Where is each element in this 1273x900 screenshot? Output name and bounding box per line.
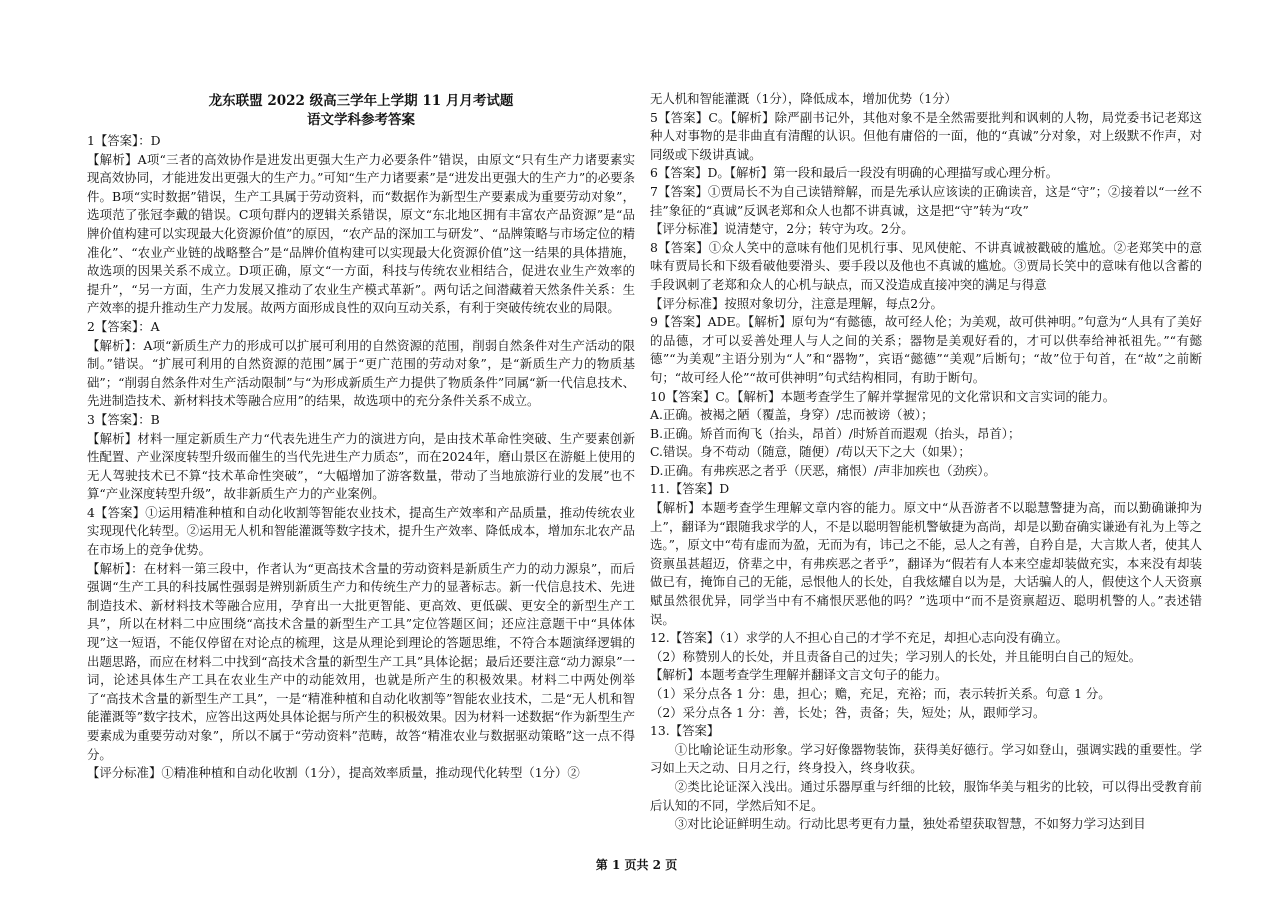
answer-6: 6【答案】D。【解析】第一段和最后一段没有明确的心理描写或心理分析。 — [650, 165, 1059, 181]
answer-5: 5【答案】C。【解析】除严副书记外，其他对象不是全然需要批判和讽刺的人物，局党委书记老郑这种人对事物的是非曲直有清醒的认识。但他有庸俗的一面，他的“真诚”分对象，对上级默不作声，对同级或下级讲真诚。 — [650, 109, 1202, 162]
answer-13-point-2: ②类比论证深入浅出。通过乐器厚重与纤细的比较，服饰华美与粗劣的比较，可以得出受教育前后认知的不同，学然后知不足。 — [650, 778, 1202, 813]
answer-13-point-1: ①比喻论证生动形象。学习好像器物装饰，获得美好德行。学习如登山，强调实践的重要性。学习如上天之动、日月之行，终身投入，终身收获。 — [650, 741, 1202, 776]
answer-10-option-a: A.正确。被褐之陋（覆盖，身穿）/忠而被谤（被）； — [650, 407, 934, 423]
answer-4-scoring: 【评分标准】①精准种植和自动化收割（1分），提高效率质量，推动现代化转型（1分）② — [87, 765, 580, 781]
answer-1-analysis: 【解析】A项“三者的高效协作是进发出更强大生产力必要条件”错误，由原文“只有生产力诸要素实现高效协同，才能进发出更强大的生产力。”可知“生产力诸要素”是“进发出更强大的生产力”的必要条件。B项“实时数据”错误，生产工具属于劳动资料，而“数据作为新型生产要素成为重要劳动对象”，选项范了张冠李戴的错误。C项句群内的逻辑关系错误，原文“东北地区拥有丰富农产品资源”是“品牌价值构建可以实现最大化资源价值”的原因，“农产品的深加工与研发”、“品牌策略与市场定位的精准化”、“农业产业链的战略整合”是“品牌价值构建可以实现最大化资源价值”这一结果的具体措施，故选项的因果关系不成立。D项正确，原文“一方面，科技与传统农业相结合，促进农业生产效率的提升”，“另一方面，生产力发展又推动了农业生产模式革新”。两句话之间潜藏着天然条件关系：生产效率的提升推动生产力发展。故两方面形成良性的双向互动关系，有利于突破传统农业的局限。 — [87, 151, 635, 316]
answer-13-point-3: ③对比论证鲜明生动。行动比思考更有力量，独处希望获取智慧，不如努力学习达到目 — [674, 816, 1146, 832]
document-subtitle: 语文学科参考答案 — [307, 112, 415, 128]
answer-10: 10【答案】C。【解析】本题考查学生了解并掌握常见的文化常识和文言实词的能力。 — [650, 388, 1116, 404]
answer-13-heading: 13.【答案】 — [650, 723, 720, 739]
answer-12-scoring-2: （2）采分点各 1 分：善，长处；咎，责备；失，短处；从，跟师学习。 — [650, 704, 1046, 720]
answer-8-scoring: 【评分标准】按照对象切分，注意是理解，每点2分。 — [650, 295, 943, 311]
right-column — [650, 90, 1202, 834]
answer-10-option-d: D.正确。有弗疾恶之者乎（厌恶，痛恨）/声非加疾也（劲疾）。 — [650, 462, 996, 478]
answer-10-option-c: C.错误。身不苟动（随意，随便）/苟以天下之大（如果）； — [650, 444, 971, 460]
document-title: 龙东联盟 2022 级高三学年上学期 11 月月考试题 — [208, 93, 514, 109]
left-column — [87, 92, 635, 783]
answer-2-analysis: 【解析】：A项“新质生产力的形成可以扩展可利用的自然资源的范围，削弱自然条件对生产活动的限制。”错误。“扩展可利用的自然资源的范围”属于“更广范围的劳动对象”，是“新质生产力的物质基础”；“削弱自然条件对生产活动限制”与“为形成新质生产力提供了物质条件”同属“新一代信息技术、先进制造技术、新材料技术等融合应用”的结果，故选项中的充分条件关系不成立。 — [87, 337, 635, 409]
answer-12-part-1: 12.【答案】（1）求学的人不担心自己的才学不充足，却担心志向没有确立。 — [650, 630, 1068, 646]
answer-7: 7【答案】①贾局长不为自己读错辩解，而是先承认应该读的正确读音，这是“守”；②接着以“一丝不挂”象征的“真诚”反讽老郑和众人也都不讲真诚，这是把“守”转为“攻” — [650, 183, 1202, 218]
answer-8: 8【答案】①众人笑中的意味有他们见机行事、见风使舵、不讲真诚被戳破的尴尬。②老郑笑中的意味有贾局长和下级看破他要滑头、要手段以及他也不真诚的尴尬。③贾局长笑中的意味有他以含蓄的手段讽刺了老郑和众人的心机与缺点，而又没造成直接冲突的满足与得意 — [650, 239, 1202, 292]
answer-10-option-b: B.正确。矫首而徇飞（抬头，昂首）/时矫首而遐观（抬头，昂首）； — [650, 425, 1021, 441]
answer-12-part-2: （2）称赞别人的长处，并且责备自己的过失；学习别人的长处，并且能明白自己的短处。 — [650, 648, 1142, 664]
answer-7-scoring: 【评分标准】说清楚守，2分；转守为攻。2分。 — [650, 221, 914, 237]
answer-4-scoring-cont: 无人机和智能灌溉（1分），降低成本，增加优势（1分） — [650, 91, 957, 106]
answer-11-analysis: 【解析】本题考查学生理解文章内容的能力。原文中“从吾游者不以聪慧警捷为高，而以勤确谦抑为上”，翻译为“跟随我求学的人，不是以聪明智能机警敏捷为高尚，却是以勤奋确实谦逊有礼为上等之选。”，原文中“苟有虚而为盈，无而为有，讳己之不能，忌人之有善，自矜自是，大言欺人者，使其人资禀虽甚超迈，侪辈之中，有弗疾恶之者乎”，翻译为“假若有人本来空虚却装做充实，本来没有却装做已有，掩饰自己的无能，忌恨他人的长处，自我炫耀自以为是，大话骗人的人，假使这个人天资禀赋虽然很优异，同学当中有不痛恨厌恶他的吗？”选项中“而不是资禀超迈、聪明机警的人。”表述错误。 — [650, 500, 1202, 627]
answer-2-heading: 2【答案】：A — [87, 318, 160, 334]
answer-3-heading: 3【答案】：B — [87, 411, 160, 427]
page-footer: 第 1 页共 2 页 — [595, 858, 678, 872]
answer-12-scoring-1: （1）采分点各 1 分：患，担心；赡，充足，充裕；而，表示转折关系。句意 1 分。 — [650, 686, 1111, 701]
answer-12-analysis: 【解析】本题考查学生理解并翻译文言文句子的能力。 — [650, 667, 948, 683]
answer-3-analysis: 【解析】材料一厘定新质生产力“代表先进生产力的演进方向，是由技术革命性突破、生产要素创新性配置、产业深度转型升级而催生的当代先进生产力质态”，而在2024年，磨山景区在游艇上使用的无人驾驶技术已不算“技术革命性突破”，“大幅增加了游客数量，带动了当地旅游行业的发展”也不算“产业深度转型升级”，故非新质生产力的产业案例。 — [87, 430, 635, 502]
answer-1-heading: 1【答案】：D — [87, 133, 161, 148]
answer-9: 9【答案】ADE。【解析】原句为“有懿德，故可经人伦；为美观，故可供神明。”句意为“人具有了美好的品德，才可以妥善处理人与人之间的关系；器物是美观好看的，才可以供奉给神祇祖先。”“有懿德”“为美观”主语分别为“人”和“器物”，宾语“懿德”“美观”后断句；“故”位于句首，在“故”之前断句；“故可经人伦”“故可供神明”句式结构相同，有助于断句。 — [650, 314, 1202, 385]
answer-4-heading: 4【答案】①运用精准种植和自动化收割等智能农业技术，提高生产效率和产品质量，推动传统农业实现现代化转型。②运用无人机和智能灌溉等数字技术，提升生产效率、降低成本，增加东北农产品在市场上的竞争优势。 — [87, 504, 635, 558]
answer-4-analysis: 【解析】：在材料一第三段中，作者认为“更高技术含量的劳动资料是新质生产力的动力源泉”，而后强调“生产工具的科技属性强弱是辨别新质生产力和传统生产力的显著标志。新一代信息技术、先进制造技术、新材料技术等融合应用，孕育出一大批更智能、更高效、更低碳、更安全的新型生产工具”，所以在材料二中应围绕“高技术含量的新型生产工具”定位答题区间；还应注意题干中“具体体现”这一短语，不能仅停留在对论点的梳理，这是从理论到理论的答题思维，不符合本题演绎逻辑的出题思路，而应在材料二中找到“高技术含量的新型生产工具”具体论据；最后还要注意“动力源泉”一词，论述具体生产工具在农业生产中的动能效用，也就是所产生的积极效果。材料二中两处例举了“高技术含量的新型生产工具”，一是“精准种植和自动化收割等”智能农业技术，二是“无人机和智能灌溉等”数字技术，应答出这两处具体论据与所产生的积极效果。因为材料一述数据“作为新型生产要素成为重要劳动对象”，所以不属于“劳动资料”范畴，故答“精准农业与数据驱动策略”这一点不得分。 — [87, 560, 635, 762]
answer-11-heading: 11.【答案】D — [650, 481, 730, 497]
